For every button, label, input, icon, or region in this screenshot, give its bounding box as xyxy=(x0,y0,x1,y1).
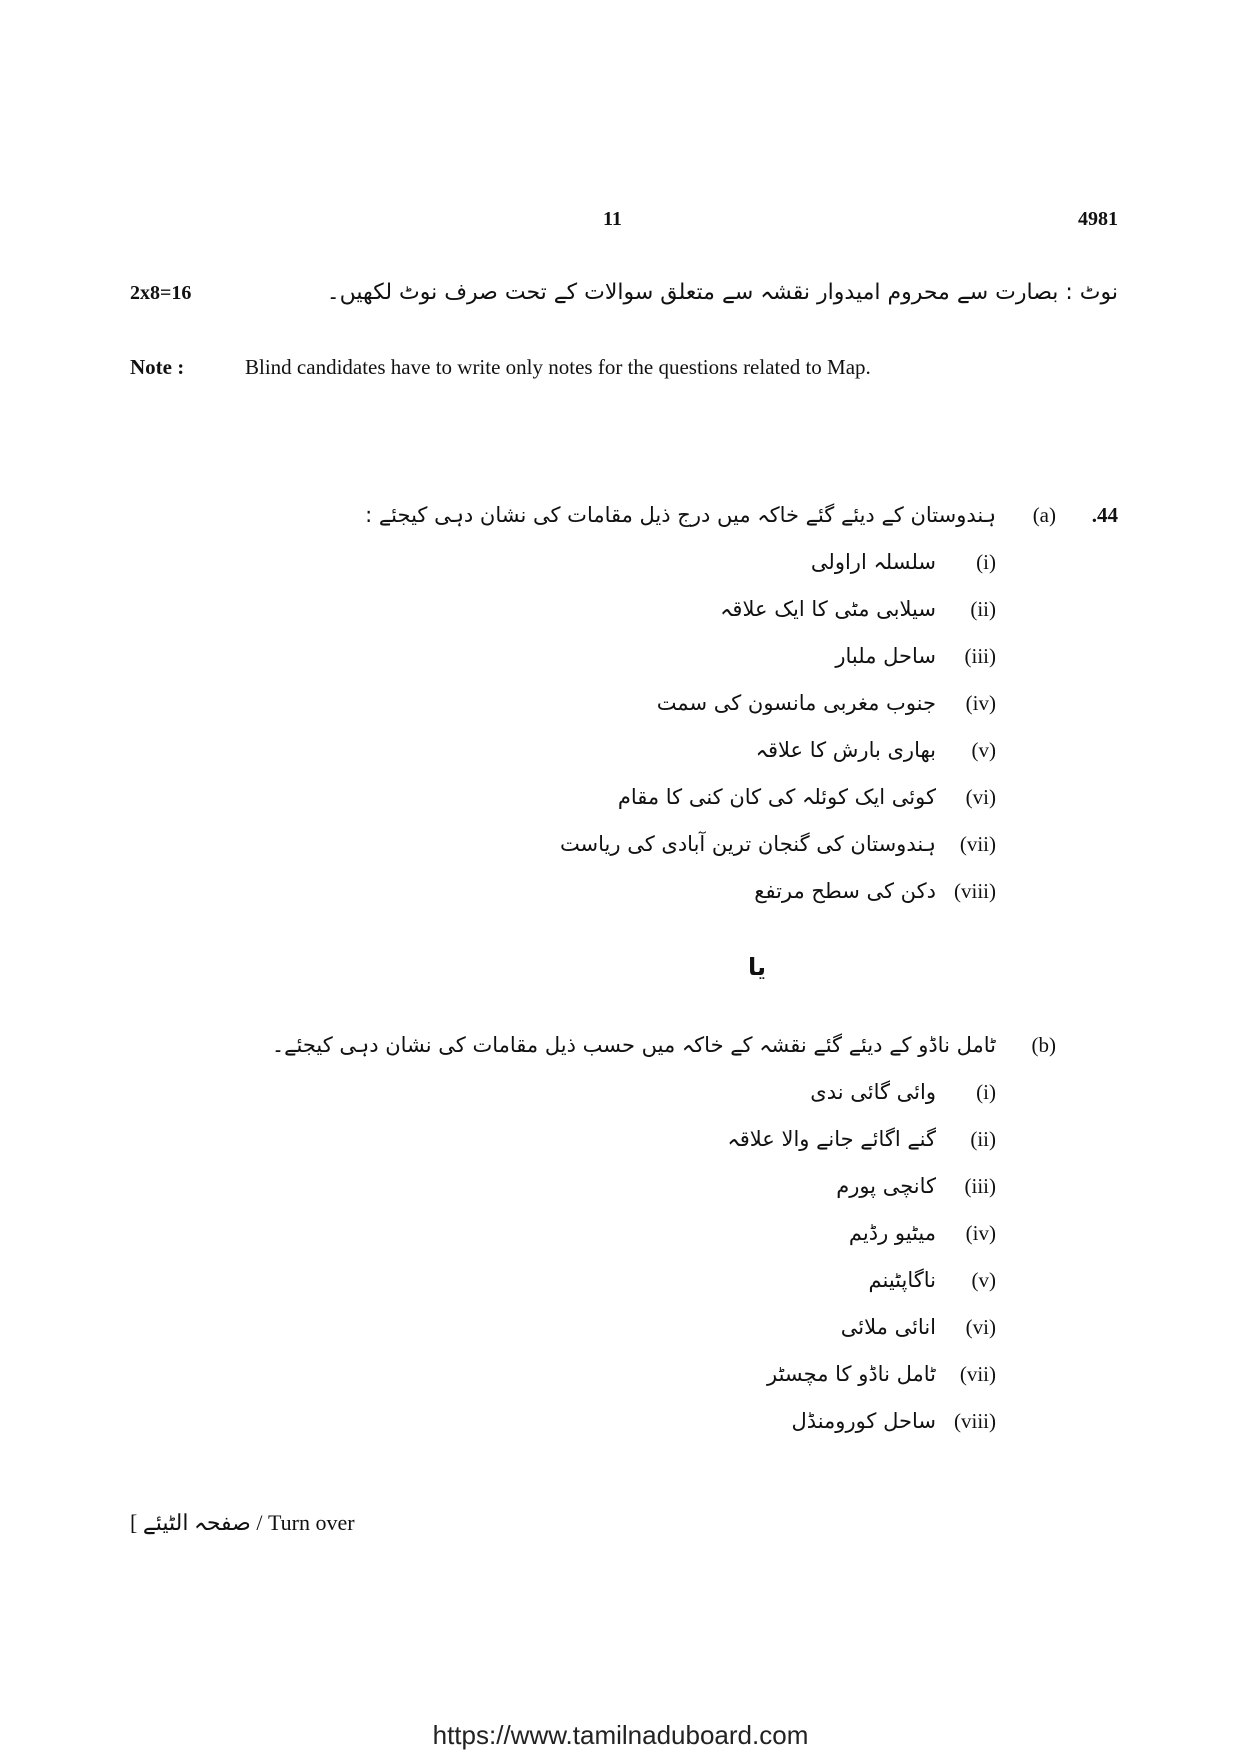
or-separator: یا xyxy=(748,953,767,981)
item-text: ساحل کورومنڈل xyxy=(791,1409,936,1433)
turn-over: [ صفحہ الٹیئے / Turn over xyxy=(130,1510,355,1535)
item-numeral: (vii) xyxy=(959,832,996,856)
item-numeral: (viii) xyxy=(954,879,996,903)
item-numeral: (i) xyxy=(976,1080,996,1104)
item-text: سلسلہ اراولی xyxy=(810,550,936,574)
item-text: گنے اگائے جانے والا علاقہ xyxy=(727,1127,936,1151)
page-number: 11 xyxy=(603,208,622,230)
part-b-label: (b) xyxy=(1031,1033,1056,1057)
item-numeral: (iv) xyxy=(965,691,996,715)
note-label: Note : xyxy=(130,355,185,379)
question-number: .44 xyxy=(1091,503,1118,527)
footer-url[interactable]: https://www.tamilnaduboard.com xyxy=(432,1720,809,1750)
item-numeral: (vi) xyxy=(965,785,996,809)
item-text: میٹیو رڈیم xyxy=(848,1221,936,1245)
item-text: کانچی پورم xyxy=(836,1174,936,1198)
item-numeral: (viii) xyxy=(954,1409,996,1433)
item-numeral: (iii) xyxy=(964,644,996,668)
item-text: وائی گائی ندی xyxy=(810,1080,936,1104)
item-text: انائی ملائی xyxy=(840,1315,936,1339)
item-numeral: (iv) xyxy=(965,1221,996,1245)
urdu-note: نوٹ : بصارت سے محروم امیدوار نقشہ سے متعلق سوالات کے تحت صرف نوٹ لکھیں۔ xyxy=(326,280,1118,305)
item-text: بھاری بارش کا علاقہ xyxy=(755,738,936,762)
item-text: دکن کی سطح مرتفع xyxy=(754,879,936,903)
item-text: ہندوستان کی گنجان ترین آبادی کی ریاست xyxy=(559,832,936,856)
item-numeral: (iii) xyxy=(964,1174,996,1198)
item-text: کوئی ایک کوئلہ کی کان کنی کا مقام xyxy=(617,785,936,809)
marks: 2x8=16 xyxy=(130,282,192,304)
item-text: جنوب مغربی مانسون کی سمت xyxy=(656,691,936,715)
item-text: ناگاپٹینم xyxy=(868,1268,936,1292)
item-numeral: (ii) xyxy=(970,1127,996,1151)
item-numeral: (vi) xyxy=(965,1315,996,1339)
item-text: ٹامل ناڈو کا مچسٹر xyxy=(766,1362,936,1386)
part-b-instruction: ٹامل ناڈو کے دیئے گئے نقشہ کے خاکہ میں حسب ذیل مقامات کی نشان دہی کیجئے۔ xyxy=(271,1033,996,1057)
paper-code: 4981 xyxy=(1078,208,1118,230)
item-numeral: (v) xyxy=(971,1268,996,1292)
part-a-instruction: ہندوستان کے دیئے گئے خاکہ میں درج ذیل مقامات کی نشان دہی کیجئے : xyxy=(365,503,996,527)
item-numeral: (vii) xyxy=(959,1362,996,1386)
note-text: Blind candidates have to write only notes for the questions related to Map. xyxy=(245,355,871,379)
item-text: ساحل ملبار xyxy=(835,644,936,668)
item-numeral: (ii) xyxy=(970,597,996,621)
item-numeral: (v) xyxy=(971,738,996,762)
item-numeral: (i) xyxy=(976,550,996,574)
part-a-label: (a) xyxy=(1032,503,1056,527)
item-text: سیلابی مٹی کا ایک علاقہ xyxy=(720,597,936,621)
